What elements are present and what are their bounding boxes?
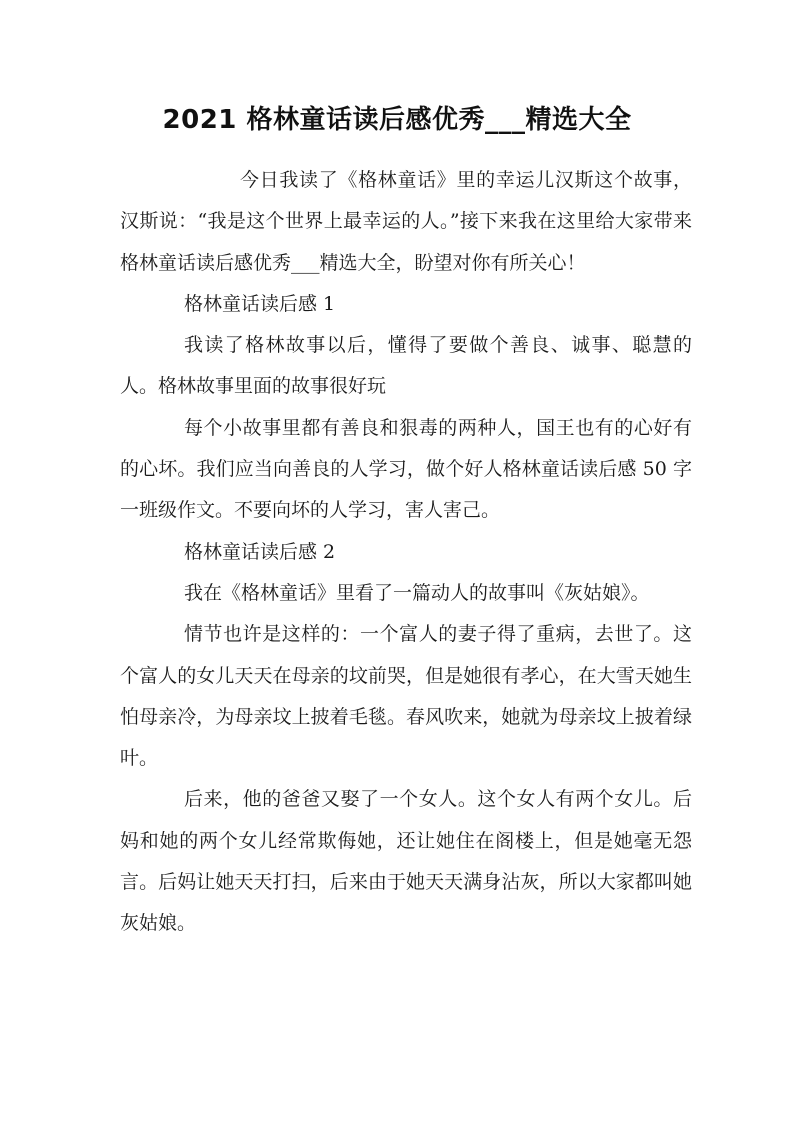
section-heading-1: 格林童话读后感 1: [184, 292, 336, 315]
section-heading-2: 格林童话读后感 2: [184, 540, 336, 563]
section-1-paragraph: 我读了格林故事以后，懂得了要做个善良、诚事、聪慧的人。格林故事里面的故事很好玩: [120, 334, 692, 398]
section-2-paragraph: 情节也许是这样的：一个富人的妻子得了重病，去世了。这个富人的女儿天天在母亲的坟前哭，但是她很有孝心，在大雪天她生怕母亲冷，为母亲坟上披着毛毯。春风吹来，她就为母亲坟上披着绿叶。: [120, 623, 692, 770]
section-2-paragraph: 后来，他的爸爸又娶了一个女人。这个女人有两个女儿。后妈和她的两个女儿经常欺侮她，还让她住在阁楼上，但是她毫无怨言。后妈让她天天打扫，后来由于她天天满身沾灰，所以大家都叫她灰姑娘。: [120, 788, 692, 935]
document-body: [120, 160, 692, 945]
section-2-paragraph: 我在《格林童话》里看了一篇动人的故事叫《灰姑娘》。: [184, 581, 650, 604]
section-1-paragraph: 每个小故事里都有善良和狠毒的两种人，国王也有的心好有的心坏。我们应当向善良的人学习，做个好人格林童话读后感 50 字一班级作文。不要向坏的人学习，害人害己。: [120, 416, 692, 522]
intro-paragraph: 今日我读了《格林童话》里的幸运儿汉斯这个故事，汉斯说：“我是这个世界上最幸运的人。”接下来我在这里给大家带来格林童话读后感优秀___精选大全，盼望对你有所关心！: [120, 169, 692, 274]
document-title: 2021 格林童话读后感优秀___精选大全: [162, 105, 632, 135]
